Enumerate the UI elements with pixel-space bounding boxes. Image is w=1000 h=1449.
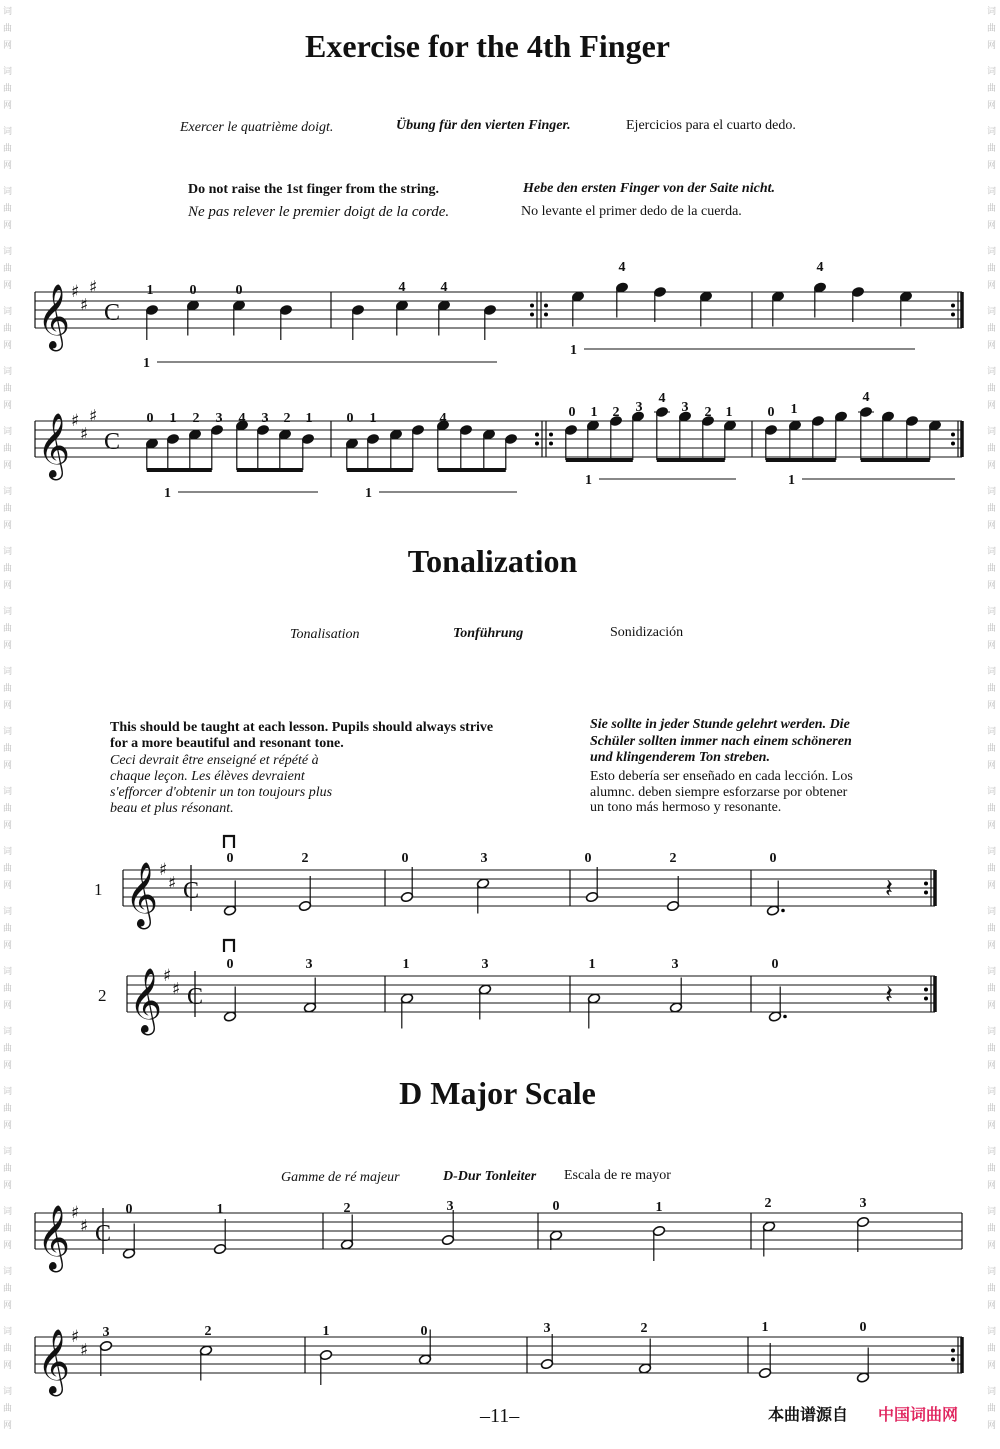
watermark-char: 词	[3, 787, 13, 797]
watermark-char: 词	[987, 1327, 997, 1337]
fingering-number: 3	[671, 957, 679, 972]
fingering-number: 4	[862, 390, 870, 405]
watermark-char: 曲	[3, 264, 13, 274]
fingering-number: 0	[146, 411, 154, 426]
key-sharp-icon: ♯	[80, 295, 89, 316]
watermark-char: 曲	[987, 804, 997, 814]
down-bow-icon	[224, 836, 234, 848]
watermark-char: 曲	[987, 264, 997, 274]
fingering-number: 1	[146, 283, 154, 298]
watermark-char: 网	[3, 1181, 13, 1191]
fingering-number: 3	[681, 400, 689, 415]
fingering-number: 1	[402, 957, 410, 972]
watermark-char: 曲	[3, 984, 13, 994]
key-sharp-icon: ♯	[80, 1216, 89, 1237]
page-number: –11–	[480, 1405, 520, 1427]
watermark-char: 词	[3, 1087, 13, 1097]
watermark-char: 曲	[987, 144, 997, 154]
watermark-char: 曲	[987, 744, 997, 754]
watermark-char: 词	[3, 307, 13, 317]
hold-finger-number: 1	[585, 473, 592, 488]
watermark-char: 曲	[987, 564, 997, 574]
watermark-char: 曲	[987, 84, 997, 94]
watermark-char: 网	[987, 1241, 997, 1251]
treble-clef-icon: 𝄞	[129, 968, 163, 1033]
fingering-number: 2	[704, 405, 712, 420]
tonalization-subtitle-es: Sonidización	[610, 625, 684, 640]
fingering-number: 3	[543, 1321, 551, 1336]
repeat-dot	[951, 304, 955, 308]
repeat-dot	[924, 997, 928, 1001]
watermark-char: 网	[3, 701, 13, 711]
key-sharp-icon: ♯	[71, 1203, 80, 1223]
repeat-dot	[951, 313, 955, 317]
watermark-char: 网	[3, 521, 13, 531]
fingering-number: 0	[584, 851, 592, 866]
exercise4-subtitle-de: Übung für den vierten Finger.	[396, 118, 571, 133]
watermark-char: 词	[3, 847, 13, 857]
fingering-number: 0	[235, 283, 243, 298]
watermark-char: 词	[987, 247, 997, 257]
watermark-char: 网	[3, 1241, 13, 1251]
watermark-char: 曲	[987, 684, 997, 694]
watermark-char: 曲	[3, 444, 13, 454]
watermark-char: 网	[987, 101, 997, 111]
watermark-char: 曲	[987, 384, 997, 394]
line-number: 1	[94, 880, 103, 899]
hold-finger-number: 1	[788, 473, 795, 488]
watermark-char: 曲	[987, 1104, 997, 1114]
watermark-char: 曲	[3, 1344, 13, 1354]
fingering-number: 2	[764, 1196, 772, 1211]
watermark-char: 网	[987, 461, 997, 471]
exercise4-subtitle-fr: Exercer le quatrième doigt.	[180, 120, 334, 135]
watermark-char: 词	[987, 1027, 997, 1037]
watermark-char: 网	[3, 41, 13, 51]
watermark-char: 网	[3, 821, 13, 831]
key-sharp-icon: ♯	[172, 979, 181, 1000]
exercise4-note-es: No levante el primer dedo de la cuerda.	[521, 204, 742, 219]
fingering-number: 0	[189, 283, 197, 298]
fingering-number: 2	[204, 1324, 212, 1339]
watermark-char: 词	[3, 1327, 13, 1337]
tonalization-note-fr-4: beau et plus résonant.	[110, 801, 234, 816]
watermark-char: 词	[987, 547, 997, 557]
fingering-number: 3	[635, 400, 643, 415]
watermark-char: 网	[3, 761, 13, 771]
repeat-dot	[951, 1349, 955, 1353]
watermark-char: 词	[3, 1027, 13, 1037]
fingering-number: 0	[568, 405, 576, 420]
fingering-number: 1	[588, 957, 596, 972]
repeat-dot	[924, 882, 928, 886]
watermark-char: 曲	[987, 24, 997, 34]
watermark-char: 词	[3, 727, 13, 737]
key-sharp-icon: ♯	[168, 873, 177, 894]
exercise4-note-de: Hebe den ersten Finger von der Saite nicht.	[523, 181, 775, 196]
watermark-char: 词	[3, 127, 13, 137]
fingering-number: 0	[859, 1320, 867, 1335]
fingering-number: 1	[761, 1320, 769, 1335]
watermark-char: 曲	[987, 864, 997, 874]
watermark-char: 词	[987, 367, 997, 377]
watermark-char: 网	[987, 161, 997, 171]
watermark-char: 词	[987, 7, 997, 17]
watermark-char: 曲	[3, 504, 13, 514]
watermark-char: 曲	[987, 504, 997, 514]
watermark-char: 词	[3, 487, 13, 497]
down-bow-icon	[224, 940, 234, 952]
repeat-dot	[951, 1358, 955, 1362]
fingering-number: 2	[612, 405, 620, 420]
tonalization-note-es-3: un tono más hermoso y resonante.	[590, 800, 782, 815]
tonalization-note-fr-1: Ceci devrait être enseigné et répété à	[110, 753, 319, 768]
watermark-char: 网	[3, 101, 13, 111]
dmajor-subtitle-de: D-Dur Tonleiter	[443, 1169, 537, 1184]
fingering-number: 0	[226, 957, 234, 972]
repeat-dot	[535, 433, 539, 437]
watermark-char: 网	[3, 281, 13, 291]
watermark-char: 曲	[3, 1044, 13, 1054]
watermark-char: 网	[3, 581, 13, 591]
fingering-number: 1	[655, 1200, 663, 1215]
watermark-char: 词	[987, 787, 997, 797]
watermark-char: 曲	[987, 204, 997, 214]
quarter-rest-icon: 𝄽	[885, 874, 893, 904]
fingering-number: 4	[440, 280, 448, 295]
watermark-char: 网	[987, 1121, 997, 1131]
watermark-char: 词	[3, 1147, 13, 1157]
watermark-char: 网	[987, 521, 997, 531]
fingering-number: 2	[283, 411, 291, 426]
fingering-number: 1	[305, 411, 313, 426]
repeat-dot	[530, 313, 534, 317]
watermark-char: 网	[987, 41, 997, 51]
watermark-char: 词	[3, 427, 13, 437]
watermark-char: 网	[987, 1061, 997, 1071]
watermark-char: 网	[3, 1301, 13, 1311]
watermark-char: 曲	[3, 564, 13, 574]
fingering-number: 3	[446, 1199, 454, 1214]
watermark-char: 网	[3, 401, 13, 411]
watermark-char: 曲	[3, 324, 13, 334]
watermark-char: 词	[987, 487, 997, 497]
watermark-char: 网	[987, 1361, 997, 1371]
fingering-number: 4	[398, 280, 406, 295]
dot	[783, 1015, 787, 1019]
fingering-number: 0	[552, 1199, 560, 1214]
repeat-dot	[549, 433, 553, 437]
watermark-char: 曲	[3, 1404, 13, 1414]
watermark-char: 曲	[987, 1404, 997, 1414]
tonalization-note-fr-2: chaque leçon. Les élèves devraient	[110, 769, 305, 784]
fingering-number: 2	[301, 851, 309, 866]
watermark-char: 词	[3, 607, 13, 617]
fingering-number: 3	[261, 411, 269, 426]
watermark-char: 网	[3, 941, 13, 951]
watermark-char: 网	[3, 1421, 13, 1431]
fingering-number: 2	[192, 411, 200, 426]
fingering-number: 3	[481, 957, 489, 972]
watermark-char: 词	[987, 127, 997, 137]
exercise4-subtitle-es: Ejercicios para el cuarto dedo.	[626, 118, 796, 133]
key-sharp-icon: ♯	[89, 406, 98, 427]
tonalization-note-es-2: alumnc. deben siempre esforzarse por obtener	[590, 785, 848, 800]
watermark-char: 网	[987, 1181, 997, 1191]
repeat-dot	[951, 433, 955, 437]
key-sharp-icon: ♯	[71, 411, 80, 431]
fingering-number: 2	[343, 1201, 351, 1216]
repeat-dot	[544, 313, 548, 317]
watermark-char: 网	[3, 881, 13, 891]
watermark-char: 网	[987, 581, 997, 591]
watermark-char: 曲	[3, 1104, 13, 1114]
watermark-char: 词	[987, 307, 997, 317]
watermark-char: 词	[3, 1207, 13, 1217]
watermark-char: 曲	[987, 1284, 997, 1294]
fingering-number: 3	[480, 851, 488, 866]
watermark-char: 曲	[3, 84, 13, 94]
watermark-char: 曲	[3, 744, 13, 754]
watermark-char: 曲	[987, 1164, 997, 1174]
hold-finger-number: 1	[570, 343, 577, 358]
watermark-char: 词	[3, 547, 13, 557]
watermark-char: 曲	[987, 984, 997, 994]
watermark-char: 网	[3, 641, 13, 651]
line-number: 2	[98, 986, 107, 1005]
watermark-char: 词	[3, 247, 13, 257]
repeat-dot	[924, 988, 928, 992]
dmajor-subtitle-fr: Gamme de ré majeur	[281, 1170, 400, 1185]
watermark-char: 词	[3, 187, 13, 197]
watermark-char: 曲	[987, 1344, 997, 1354]
fingering-number: 0	[226, 851, 234, 866]
tonalization-note-de-1: Sie sollte in jeder Stunde gelehrt werden. Die	[590, 717, 850, 732]
watermark-char: 词	[987, 1267, 997, 1277]
staff	[123, 860, 935, 929]
fingering-number: 3	[859, 1196, 867, 1211]
staff	[127, 966, 935, 1035]
dmajor-title: D Major Scale	[399, 1075, 596, 1111]
time-signature-icon: C	[183, 878, 200, 904]
treble-clef-icon: 𝄞	[37, 284, 71, 349]
watermark-char: 曲	[987, 924, 997, 934]
tonalization-note-fr-3: s'efforcer d'obtenir un ton toujours plus	[110, 785, 333, 800]
fingering-number: 1	[790, 402, 798, 417]
watermark-char: 词	[987, 667, 997, 677]
tonalization-note-en-2: for a more beautiful and resonant tone.	[110, 736, 344, 751]
repeat-dot	[549, 442, 553, 446]
watermark-char: 曲	[3, 384, 13, 394]
watermark-char: 网	[987, 641, 997, 651]
watermark-char: 网	[987, 881, 997, 891]
watermark-char: 曲	[3, 924, 13, 934]
watermark-char: 曲	[3, 204, 13, 214]
treble-clef-icon: 𝄞	[37, 413, 71, 478]
fingering-number: 1	[169, 411, 177, 426]
tonalization-note-es-1: Esto debería ser enseñado en cada lección. Los	[590, 769, 853, 784]
repeat-dot	[530, 304, 534, 308]
fingering-number: 3	[215, 411, 223, 426]
treble-clef-icon: 𝄞	[37, 1329, 71, 1394]
fingering-number: 0	[346, 411, 354, 426]
watermark-char: 词	[987, 607, 997, 617]
watermark-char: 网	[987, 341, 997, 351]
treble-clef-icon: 𝄞	[125, 862, 159, 927]
watermark-char: 曲	[3, 24, 13, 34]
fingering-number: 0	[420, 1324, 428, 1339]
watermark-char: 网	[3, 1061, 13, 1071]
watermark-char: 网	[987, 221, 997, 231]
watermark-char: 曲	[987, 1044, 997, 1054]
watermark-char: 网	[3, 161, 13, 171]
hold-finger-number: 1	[365, 486, 372, 501]
watermark-char: 词	[3, 667, 13, 677]
key-sharp-icon: ♯	[159, 860, 168, 880]
watermark-char: 词	[3, 67, 13, 77]
watermark-char: 词	[3, 1267, 13, 1277]
watermark-char: 词	[3, 7, 13, 17]
fingering-number: 0	[771, 957, 779, 972]
fingering-number: 3	[305, 957, 313, 972]
watermark-char: 词	[3, 967, 13, 977]
fingering-number: 1	[590, 405, 598, 420]
watermark-char: 网	[987, 761, 997, 771]
watermark-char: 网	[987, 401, 997, 411]
watermark-char: 曲	[3, 1224, 13, 1234]
repeat-dot	[544, 304, 548, 308]
watermark-char: 网	[3, 1121, 13, 1131]
time-signature-icon: C	[187, 984, 204, 1010]
watermark-char: 词	[3, 367, 13, 377]
exercise4-note-en: Do not raise the 1st finger from the string.	[188, 182, 440, 197]
fingering-number: 1	[322, 1324, 330, 1339]
fingering-number: 0	[769, 851, 777, 866]
watermark-char: 网	[987, 1001, 997, 1011]
watermark-char: 曲	[3, 1284, 13, 1294]
staff	[35, 1327, 962, 1396]
key-sharp-icon: ♯	[89, 277, 98, 298]
hold-finger-number: 1	[164, 486, 171, 501]
watermark-char: 曲	[3, 684, 13, 694]
time-signature-icon: C	[104, 300, 121, 326]
dot	[781, 909, 785, 913]
watermark-char: 网	[3, 221, 13, 231]
tonalization-note-de-3: und klingenderem Ton streben.	[590, 750, 770, 765]
watermark-char: 词	[3, 1387, 13, 1397]
key-sharp-icon: ♯	[71, 282, 80, 302]
watermark-char: 网	[3, 461, 13, 471]
repeat-dot	[951, 442, 955, 446]
watermark-char: 词	[987, 907, 997, 917]
tonalization-note-de-2: Schüler sollten immer nach einem schöneren	[590, 734, 852, 749]
quarter-rest-icon: 𝄽	[885, 980, 893, 1010]
tonalization-subtitle-fr: Tonalisation	[290, 627, 360, 642]
fingering-number: 0	[401, 851, 409, 866]
fingering-number: 0	[125, 1202, 133, 1217]
watermark-char: 词	[3, 907, 13, 917]
watermark-char: 曲	[987, 624, 997, 634]
fingering-number: 2	[640, 1321, 648, 1336]
watermark-char: 词	[987, 1207, 997, 1217]
fingering-number: 1	[216, 1202, 224, 1217]
watermark-char: 词	[987, 1387, 997, 1397]
watermark-char: 网	[3, 341, 13, 351]
watermark-char: 网	[987, 281, 997, 291]
watermark-char: 曲	[3, 864, 13, 874]
fingering-number: 3	[102, 1325, 110, 1340]
watermark-char: 网	[3, 1361, 13, 1371]
time-signature-icon: C	[95, 1221, 112, 1247]
hold-finger-number: 1	[143, 356, 150, 371]
staff	[35, 1203, 962, 1272]
dmajor-subtitle-es: Escala de re mayor	[564, 1168, 671, 1183]
key-sharp-icon: ♯	[163, 966, 172, 986]
repeat-dot	[535, 442, 539, 446]
fingering-number: 4	[618, 260, 626, 275]
watermark-char: 网	[987, 941, 997, 951]
fingering-number: 1	[725, 405, 733, 420]
watermark-char: 词	[987, 427, 997, 437]
watermark-char: 网	[987, 821, 997, 831]
watermark-char: 曲	[3, 1164, 13, 1174]
tonalization-subtitle-de: Tonführung	[453, 626, 524, 641]
key-sharp-icon: ♯	[80, 1340, 89, 1361]
exercise4-note-fr: Ne pas relever le premier doigt de la corde.	[188, 204, 450, 220]
watermark-char: 曲	[987, 444, 997, 454]
watermark-char: 网	[3, 1001, 13, 1011]
time-signature-icon: C	[104, 429, 121, 455]
fingering-number: 2	[669, 851, 677, 866]
fingering-number: 4	[439, 411, 447, 426]
watermark-char: 曲	[3, 624, 13, 634]
fingering-number: 4	[816, 260, 824, 275]
watermark-char: 网	[987, 701, 997, 711]
key-sharp-icon: ♯	[80, 424, 89, 445]
watermark-char: 词	[987, 187, 997, 197]
watermark-char: 曲	[3, 804, 13, 814]
fingering-number: 0	[767, 405, 775, 420]
tonalization-title: Tonalization	[407, 543, 578, 579]
tonalization-note-en-1: This should be taught at each lesson. Pupils should always strive	[110, 720, 494, 735]
watermark-char: 网	[987, 1301, 997, 1311]
watermark-char: 网	[987, 1421, 997, 1431]
source-label: 本曲谱源自	[768, 1405, 849, 1424]
treble-clef-icon: 𝄞	[37, 1205, 71, 1270]
watermark-char: 曲	[987, 324, 997, 334]
fingering-number: 1	[369, 411, 377, 426]
key-sharp-icon: ♯	[71, 1327, 80, 1347]
watermark-char: 词	[987, 1147, 997, 1157]
exercise4-title: Exercise for the 4th Finger	[305, 28, 670, 64]
fingering-number: 4	[238, 411, 246, 426]
fingering-number: 4	[658, 391, 666, 406]
repeat-dot	[924, 891, 928, 895]
watermark-char: 词	[987, 727, 997, 737]
watermark-char: 曲	[3, 144, 13, 154]
watermark-char: 词	[987, 847, 997, 857]
site-label: 中国词曲网	[878, 1405, 959, 1424]
watermark-char: 曲	[987, 1224, 997, 1234]
watermark-char: 词	[987, 967, 997, 977]
watermark-char: 词	[987, 1087, 997, 1097]
watermark-char: 词	[987, 67, 997, 77]
